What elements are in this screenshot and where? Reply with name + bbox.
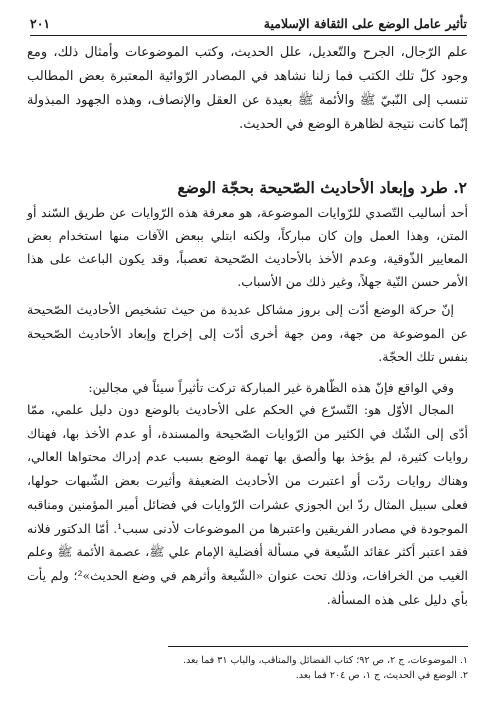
page-number: ٢٠١ <box>30 15 51 31</box>
paragraph-methods: أحد أساليب التّصدي للرّوايات الموضوعة، هو معرفة هذه الرّوايات عن طريق السّند أو المتن، وهذا العمل وإن كان مباركاً، ولكنه ابتلي ببعض الآفات منها استخدام بعض المعايير الذّوقية، وعدم الأخذ بالأحاديث الصّحيحة تعصباً، وقد يكون الباعث على هذا الأمر حسن النّية جهلاً، وغير ذلك من الأسباب. <box>27 205 468 289</box>
paragraph-intro: علم الرّجال، الجرح والتّعديل، علل الحديث، وكتب الموضوعات وأمثال ذلك، ومع وجود كلّ تلك الكتب فما زلنا نشاهد في المصادر الرّوائية المعتبرة بعض المطالب تنسب إلى النّبيّ ﷺ والأئمة ﷺ بعيدة عن العقل والإنصاف، وهذه الجهود المبذولة إنّما كانت نتيجة لظاهرة الوضع في الحديث. <box>27 45 468 132</box>
running-header <box>30 12 467 34</box>
footnote-divider <box>168 646 468 647</box>
running-title: تأثير عامل الوضع على الثقافة الإسلامية <box>263 15 467 31</box>
section-heading: ٢. طرد وإبعاد الأحاديث الصّحيحة بحجّة الوضع <box>177 178 467 197</box>
footnote-1: ١. الموضوعات، ج ٢، ص ٩٢؛ كتاب الفضائل والمناقب، والباب ٣١ فما بعد. <box>183 655 468 666</box>
header-divider <box>30 35 467 36</box>
footnotes <box>27 653 468 683</box>
paragraph-problem: إنّ حركة الوضع أدّت إلى بروز مشاكل عديدة من حيث تشخيص الأحاديث الصّحيحة عن الموضوعة من جهة، ومن جهة أخرى أدّت إلى إخراج وإبعاد الأحاديث الصّحيحة بنفس تلك الحجّة. <box>27 302 468 364</box>
paragraph-first-field: المجال الأوّل هو: التّسرّع في الحكم على الأحاديث بالوضع دون دليل علمي، ممّا أدّى إلى الشّك في الكثير من الرّوايات الصّحيحة والمسندة، أو عدم الأخذ بها، فهناك روايات كثيرة، لم يؤخذ بها وألصق بها تهمة الوضع بسبب عدم إدراك محتواها العالي، وهناك روايات ردّت أو اعتبرت من الأحاديث الضعيفة وأثيرت بعض الشّبهات حولها، فعلى سبيل المثال ردّ ابن الجوزي عشرات الرّوايات في فضائل أمير المؤمنين ومناقبه الموجودة في مصادر الفريقين واعتبرها من الموضوعات لأدنى سبب¹. أمّا الدكتور فلانه فقد اعتبر أكثر عقائد الشّيعة في مسألة أفضلية الإمام علي ﷺ، عصمة الأئمة ﷺ وعلم الغيب من الخرافات، وذلك تحت عنوان «الشّيعة وأثرهم في وضع الحديث»²؛ ولم يأت بأي دليل على هذه المسألة. <box>27 402 469 607</box>
footnote-2: ٢. الوضع في الحديث، ج ١، ص ٢٠٤ فما بعد. <box>295 670 468 681</box>
paragraph-two-fields: وفي الواقع فإنّ هذه الظّاهرة غير المباركة تركت تأثيراً سيئاً في مجالين: <box>88 380 454 395</box>
